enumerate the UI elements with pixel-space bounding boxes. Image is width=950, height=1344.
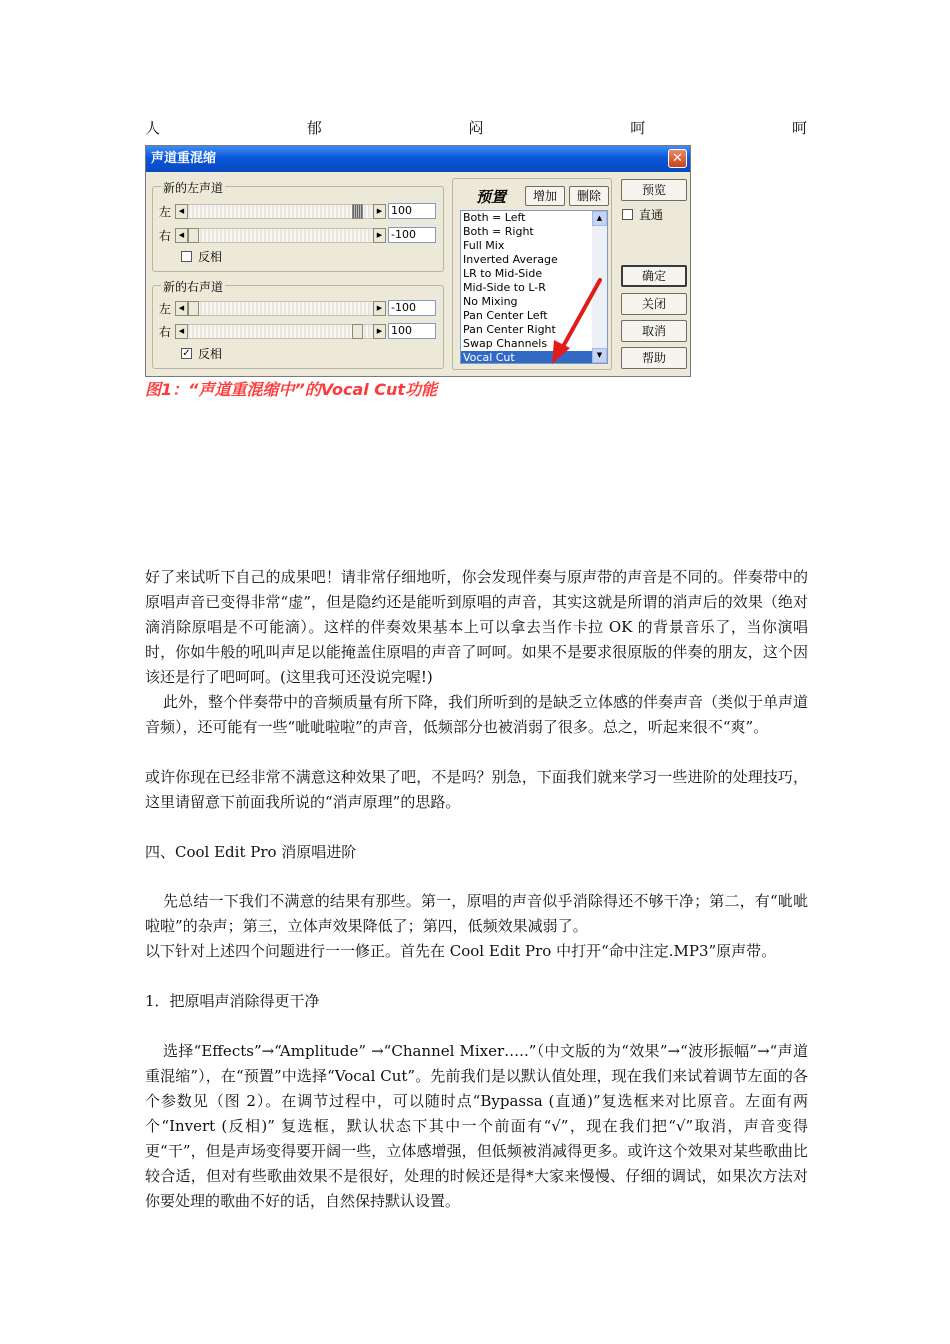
paragraph-results: 好了来试听下自己的成果吧！请非常仔细地听，你会发现伴奏与原声带的声音是不同的。伴奏带中的原唱声音已变得非常“虚”，但是隐约还是能听到原唱的声音，其实这就是所谓的消声后的效果（绝对滴消除原唱是不可能滴）。这样的伴奏效果基本上可以拿去当作卡拉 OK 的背景音乐了，当你演唱时，你如牛般的吼叫声足以能掩盖住原唱的声音了呵呵。如果不是要求很原版的伴奏的朋友，这个因该还是行了吧呵呵。(这里我可还没说完喔!) xyxy=(145,568,808,686)
left-left-slider[interactable] xyxy=(175,204,386,219)
preset-item[interactable]: LR to Mid-Side xyxy=(463,267,543,280)
row-label: 左 xyxy=(159,301,172,316)
left-left-value-input[interactable]: 100 xyxy=(388,203,436,219)
preset-item[interactable]: Mid-Side to L-R xyxy=(463,281,546,294)
right-channel-right-row xyxy=(159,323,436,339)
preset-title: 预置 xyxy=(476,188,507,206)
right-right-slider[interactable] xyxy=(175,324,386,339)
left-invert-checkbox[interactable] xyxy=(181,251,192,262)
ok-button[interactable]: 确定 xyxy=(621,265,687,287)
dialog-title: 声道重混缩 xyxy=(151,151,217,166)
preset-item[interactable]: Pan Center Right xyxy=(463,323,556,336)
slider-right-arrow-icon[interactable]: ▶ xyxy=(373,228,386,243)
checkbox-label: 反相 xyxy=(198,347,223,361)
paragraph-advanced-intro: 或许你现在已经非常不满意这种效果了吧，不是吗？别急，下面我们就来学习一些进阶的处理技巧，这里请留意下前面我所说的“消声原理”的思路。 xyxy=(145,768,808,811)
delete-preset-button[interactable]: 删除 xyxy=(569,186,609,206)
header-char: 呵 xyxy=(791,119,807,137)
bypass-label: 直通 xyxy=(639,208,664,222)
preset-item[interactable]: Both = Right xyxy=(463,225,534,238)
slider-thumb[interactable] xyxy=(352,204,363,219)
channel-mixer-dialog xyxy=(145,145,691,377)
scroll-up-icon[interactable]: ▲ xyxy=(592,211,607,226)
left-channel-left-row xyxy=(159,203,436,219)
section-heading-1: 1．把原唱声消除得更干净 xyxy=(145,992,320,1010)
scroll-down-icon[interactable]: ▼ xyxy=(592,348,607,363)
close-icon[interactable]: ✕ xyxy=(668,149,687,168)
red-arrow-icon xyxy=(546,276,606,366)
right-invert-checkbox-row[interactable] xyxy=(181,345,222,362)
preset-item-selected[interactable]: Vocal Cut xyxy=(461,351,592,364)
preset-item[interactable]: Full Mix xyxy=(463,239,505,252)
bypass-checkbox-row[interactable] xyxy=(622,206,663,223)
right-right-value-input[interactable]: 100 xyxy=(388,323,436,339)
row-label: 左 xyxy=(159,204,172,219)
header-char: 闷 xyxy=(468,119,484,137)
slider-right-arrow-icon[interactable]: ▶ xyxy=(373,204,386,219)
right-left-slider[interactable] xyxy=(175,301,386,316)
left-channel-right-row xyxy=(159,227,436,243)
slider-thumb[interactable] xyxy=(352,324,363,339)
preview-button[interactable]: 预览 xyxy=(621,179,687,201)
close-button[interactable]: 关闭 xyxy=(621,293,687,315)
paragraph-quality: 此外，整个伴奏带中的音频质量有所下降，我们所听到的是缺乏立体感的伴奏声音（类似于单声道音频），还可能有一些“呲呲啦啦”的声音，低频部分也被消弱了很多。总之，听起来很不“爽”。 xyxy=(145,693,809,736)
slider-left-arrow-icon[interactable]: ◀ xyxy=(175,228,188,243)
new-right-channel-group xyxy=(152,280,444,369)
slider-right-arrow-icon[interactable]: ▶ xyxy=(373,301,386,316)
slider-left-arrow-icon[interactable]: ◀ xyxy=(175,204,188,219)
slider-thumb[interactable] xyxy=(188,228,199,243)
preset-item[interactable]: Pan Center Left xyxy=(463,309,548,322)
left-right-value-input[interactable]: -100 xyxy=(388,227,436,243)
preset-item[interactable]: Inverted Average xyxy=(463,253,558,266)
new-left-channel-group xyxy=(152,181,444,272)
row-label: 右 xyxy=(159,228,172,243)
row-label: 右 xyxy=(159,324,172,339)
figure-caption: 图1：“声道重混缩中”的Vocal Cut功能 xyxy=(145,380,438,399)
left-invert-checkbox-row[interactable] xyxy=(181,248,222,265)
paragraph-vocal-cut-steps: 选择“Effects”→“Amplitude” →“Channel Mixer…..”（中文版的为“效果”→“波形振幅”→“声道重混缩”），在“预置”中选择“Vocal Cut”。先前我们是以默认值处理，现在我们来试着调节左面的各个参数见（图 2）。在调节过程中，可以随时点“Bypassa (直通)”复选框来对比原音。左面有两个“Invert (反相)” 复选框，默认状态下其中一个前面有“√”，现在我们把“√”取消，声音变得更“干”，但是声场变得要开阔一些，立体感增强，但低频被消减得更多。或许这个效果对某些歌曲比较合适，但对有些歌曲效果不是很好，处理的时候还是得*大家来慢慢、仔细的调试，如果次方法对你要处理的歌曲不好的话，自然保持默认设置。 xyxy=(145,1042,808,1210)
section-heading-4: 四、Cool Edit Pro 消原唱进阶 xyxy=(145,843,357,861)
left-right-slider[interactable] xyxy=(175,228,386,243)
slider-left-arrow-icon[interactable]: ◀ xyxy=(175,301,188,316)
slider-left-arrow-icon[interactable]: ◀ xyxy=(175,324,188,339)
right-left-value-input[interactable]: -100 xyxy=(388,300,436,316)
bypass-checkbox[interactable] xyxy=(622,209,633,220)
dialog-titlebar xyxy=(146,146,690,172)
help-button[interactable]: 帮助 xyxy=(621,347,687,369)
group-title: 新的右声道 xyxy=(163,280,224,294)
header-char: 人 xyxy=(145,119,161,137)
add-preset-button[interactable]: 增加 xyxy=(525,186,565,206)
preset-item[interactable]: Both = Left xyxy=(463,211,526,224)
cancel-button[interactable]: 取消 xyxy=(621,320,687,342)
paragraph-fix-intro: 以下针对上述四个问题进行一一修正。首先在 Cool Edit Pro 中打开“命中注定.MP3”原声带。 xyxy=(145,942,777,960)
preset-item[interactable]: No Mixing xyxy=(463,295,518,308)
header-char: 郁 xyxy=(306,119,322,137)
header-line xyxy=(145,118,807,138)
paragraph-summary: 先总结一下我们不满意的结果有那些。第一，原唱的声音似乎消除得还不够干净；第二，有“呲呲啦啦”的杂声；第三，立体声效果降低了；第四，低频效果减弱了。 xyxy=(145,892,808,935)
right-channel-left-row xyxy=(159,300,436,316)
group-title: 新的左声道 xyxy=(163,181,224,195)
slider-thumb[interactable] xyxy=(188,301,199,316)
header-char: 呵 xyxy=(630,119,646,137)
preset-item[interactable]: Swap Channels xyxy=(463,337,548,350)
slider-right-arrow-icon[interactable]: ▶ xyxy=(373,324,386,339)
checkbox-label: 反相 xyxy=(198,250,223,264)
right-invert-checkbox[interactable]: ✓ xyxy=(182,348,191,359)
